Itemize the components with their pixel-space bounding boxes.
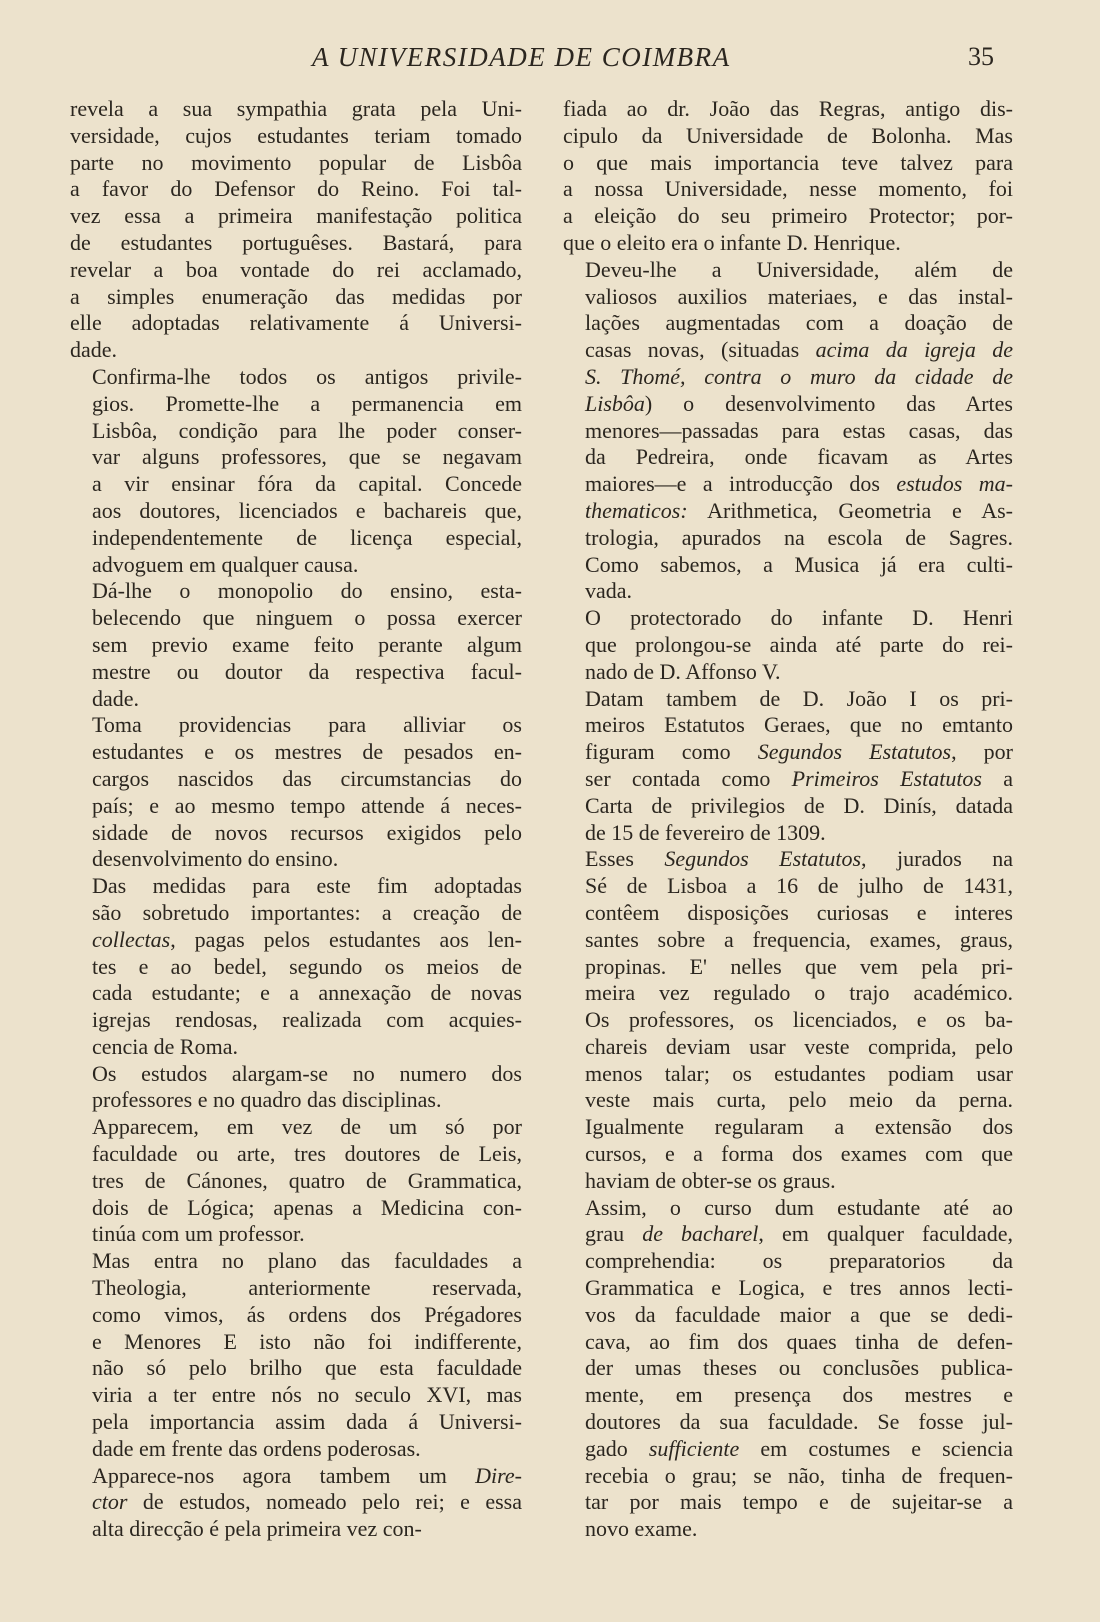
text-line: vez essa a primeira manifestação politica [70, 203, 522, 229]
text-line: Apparece-nos agora tambem um Dire- [92, 1462, 522, 1488]
text-line: collectas, pagas pelos estudantes aos len- [92, 926, 522, 952]
text-line: aos doutores, licenciados e bachareis que, [92, 497, 522, 523]
paragraph [563, 257, 1013, 605]
text-line: de estudantes portuguêses. Bastará, para [70, 229, 522, 255]
text-line: S. Thomé, contra o muro da cidade de [585, 363, 1013, 389]
text-line: dade em frente das ordens poderosas. [92, 1435, 421, 1461]
text-line: cada estudante; e a annexação de novas [92, 980, 522, 1006]
text-line: que prolongou-se ainda até parte do rei- [585, 631, 1013, 657]
paragraph [70, 96, 522, 364]
text-line: Deveu-lhe a Universidade, além de [585, 256, 1013, 282]
text-line: revelar a boa vontade do rei acclamado, [70, 256, 522, 282]
text-line: elle adoptadas relativamente á Universi- [70, 310, 522, 336]
text-line: sem previo exame feito perante algum [92, 631, 522, 657]
paragraph [70, 1114, 522, 1248]
text-line: Carta de privilegios de D. Dinís, datada [585, 792, 1013, 818]
paragraph [70, 1248, 522, 1462]
text-line: Grammatica e Logica, e tres annos lecti- [585, 1275, 1013, 1301]
paragraph [70, 578, 522, 712]
text-line: propinas. E' nelles que vem pela pri- [585, 953, 1013, 979]
text-line: sidade de novos recursos exigidos pelo [92, 819, 522, 845]
page-number: 35 [968, 42, 994, 71]
text-line: cipulo da Universidade de Bolonha. Mas [563, 122, 1013, 148]
text-line: O protectorado do infante D. Henri [585, 605, 1013, 631]
text-line: Como sabemos, a Musica já era culti- [585, 551, 1013, 577]
text-line: ser contada como Primeiros Estatutos a [585, 765, 1014, 791]
paragraph [70, 364, 522, 578]
text-line: fiada ao dr. João das Regras, antigo dis- [563, 96, 1013, 121]
text-line: casas novas, (situadas acima da igreja de [585, 337, 1013, 363]
text-line: var alguns professores, que se negavam [92, 444, 522, 470]
text-line: dois de Lógica; apenas a Medicina con- [92, 1194, 522, 1220]
text-line: como vimos, ás ordens dos Prégadores [92, 1301, 522, 1327]
text-line: veste mais curta, pelo meio da perna. [585, 1087, 1013, 1113]
text-line: que o eleito era o infante D. Henrique. [563, 229, 901, 255]
text-line: tar por mais tempo e de sujeitar-se a [585, 1489, 1013, 1515]
text-line: haviam de obter-se os graus. [585, 1167, 836, 1193]
text-line: tinúa com um professor. [92, 1221, 305, 1247]
text-line: revela a sua sympathia grata pela Uni- [70, 96, 522, 121]
text-line: vos da faculdade maior a que se dedi- [585, 1301, 1013, 1327]
paragraph [563, 686, 1013, 847]
text-line: Sé de Lisboa a 16 de julho de 1431, [585, 873, 1013, 899]
text-line: tres de Cánones, quatro de Grammatica, [92, 1167, 522, 1193]
text-line: Lisbôa, condição para lhe poder conser- [92, 417, 522, 443]
text-line: tes e ao bedel, segundo os meios de [92, 953, 522, 979]
paragraph [70, 1061, 522, 1115]
paragraph [70, 712, 522, 873]
text-line: professores e no quadro das disciplinas. [92, 1087, 442, 1113]
text-line: der umas theses ou conclusões publica- [585, 1355, 1013, 1381]
text-line: a simples enumeração das medidas por [70, 283, 522, 309]
text-line: a favor do Defensor do Reino. Foi tal- [70, 176, 522, 202]
running-head [0, 42, 1100, 82]
paragraph [563, 846, 1013, 1194]
text-line: doutores da sua faculdade. Se fosse jul- [585, 1409, 1013, 1435]
text-line: dade. [70, 337, 118, 363]
text-line: pela importancia assim dada á Universi- [92, 1409, 522, 1435]
text-line: a vir ensinar fóra da capital. Concede [92, 471, 522, 497]
text-line: trologia, apurados na escola de Sagres. [585, 524, 1013, 550]
text-line: Confirma-lhe todos os antigos privile- [92, 363, 522, 389]
text-line: Das medidas para este fim adoptadas [92, 873, 522, 899]
text-line: não só pelo brilho que esta faculdade [92, 1355, 522, 1381]
text-line: cursos, e a forma dos exames com que [585, 1141, 1013, 1167]
paragraph [563, 96, 1013, 257]
text-line: menores—passadas para estas casas, das [585, 417, 1013, 443]
text-line: Theologia, anteriormente reservada, [92, 1275, 522, 1301]
text-line: Mas entra no plano das faculdades a [92, 1248, 522, 1274]
running-title: A UNIVERSIDADE DE COIMBRA [312, 42, 731, 72]
text-line: Assim, o curso dum estudante até ao [585, 1194, 1013, 1220]
text-line: faculdade ou arte, tres doutores de Leis, [92, 1141, 522, 1167]
text-line: lações augmentadas com a doação de [585, 310, 1013, 336]
text-line: país; e ao mesmo tempo attende á neces- [92, 792, 522, 818]
text-line: Toma providencias para alliviar os [92, 712, 522, 738]
text-line: e Menores E isto não foi indifferente, [92, 1328, 522, 1354]
text-line: vada. [585, 578, 633, 604]
text-line: santes sobre a frequencia, exames, graus, [585, 926, 1013, 952]
text-line: Lisbôa) o desenvolvimento das Artes [585, 390, 1013, 416]
paragraph [70, 873, 522, 1061]
text-line: meiros Estatutos Geraes, que no emtanto [585, 712, 1013, 738]
text-line: parte no movimento popular de Lisbôa [70, 149, 522, 175]
text-line: Dá-lhe o monopolio do ensino, esta- [92, 578, 522, 604]
text-line: mente, em presença dos mestres e [585, 1382, 1013, 1408]
text-line: mestre ou doutor da respectiva facul- [92, 658, 522, 684]
text-line: da Pedreira, onde ficavam as Artes [585, 444, 1013, 470]
text-line: alta direcção é pela primeira vez con- [92, 1516, 422, 1542]
text-line: a eleição do seu primeiro Protector; por- [563, 203, 1013, 229]
text-line: chareis deviam usar veste comprida, pelo [585, 1033, 1013, 1059]
text-line: maiores—e a introducção dos estudos ma- [585, 471, 1013, 497]
text-line: Apparecem, em vez de um só por [92, 1114, 522, 1140]
text-line: cargos nascidos das circumstancias do [92, 765, 522, 791]
text-line: comprehendia: os preparatorios da [585, 1248, 1013, 1274]
text-line: thematicos: Arithmetica, Geometria e As- [585, 497, 1013, 523]
text-line: Datam tambem de D. João I os pri- [585, 685, 1013, 711]
text-line: ctor de estudos, nomeado pelo rei; e essa [92, 1489, 522, 1515]
text-line: dade. [92, 685, 140, 711]
text-line: são sobretudo importantes: a creação de [92, 899, 522, 925]
text-line: grau de bacharel, em qualquer faculdade, [585, 1221, 1014, 1247]
right-text-column [563, 96, 1013, 1543]
text-line: gios. Promette-lhe a permanencia em [92, 390, 522, 416]
text-line: independentemente de licença especial, [92, 524, 522, 550]
text-line: figuram como Segundos Estatutos, por [585, 739, 1013, 765]
text-line: desenvolvimento do ensino. [92, 846, 339, 872]
text-line: belecendo que ninguem o possa exercer [92, 605, 522, 631]
text-line: contêem disposições curiosas e interes [585, 899, 1013, 925]
text-line: Os professores, os licenciados, e os ba- [585, 1007, 1013, 1033]
text-line: Os estudos alargam-se no numero dos [92, 1060, 522, 1086]
text-line: o que mais importancia teve talvez para [563, 149, 1013, 175]
text-line: novo exame. [585, 1516, 698, 1542]
paragraph [563, 1195, 1013, 1543]
text-line: valiosos auxilios materiaes, e das instal- [585, 283, 1013, 309]
text-line: menos talar; os estudantes podiam usar [585, 1060, 1013, 1086]
text-line: estudantes e os mestres de pesados en- [92, 739, 522, 765]
paragraph [70, 1463, 522, 1543]
text-line: cava, ao fim dos quaes tinha de defen- [585, 1328, 1013, 1354]
text-line: viria a ter entre nós no seculo XVI, mas [92, 1382, 522, 1408]
paragraph [563, 605, 1013, 685]
text-line: a nossa Universidade, nesse momento, foi [563, 176, 1013, 202]
text-line: nado de D. Affonso V. [585, 658, 781, 684]
text-line: Igualmente regularam a extensão dos [585, 1114, 1013, 1140]
text-line: advoguem em qualquer causa. [92, 551, 359, 577]
text-line: de 15 de fevereiro de 1309. [585, 819, 826, 845]
text-line: igrejas rendosas, realizada com acquies- [92, 1007, 522, 1033]
text-line: versidade, cujos estudantes teriam tomado [70, 122, 522, 148]
text-line: Esses Segundos Estatutos, jurados na [585, 846, 1013, 872]
text-line: meira vez regulado o trajo académico. [585, 980, 1013, 1006]
text-line: recebia o grau; se não, tinha de frequen- [585, 1462, 1013, 1488]
text-line: gado sufficiente em costumes e sciencia [585, 1435, 1013, 1461]
text-line: cencia de Roma. [92, 1033, 238, 1059]
left-text-column [70, 96, 522, 1543]
